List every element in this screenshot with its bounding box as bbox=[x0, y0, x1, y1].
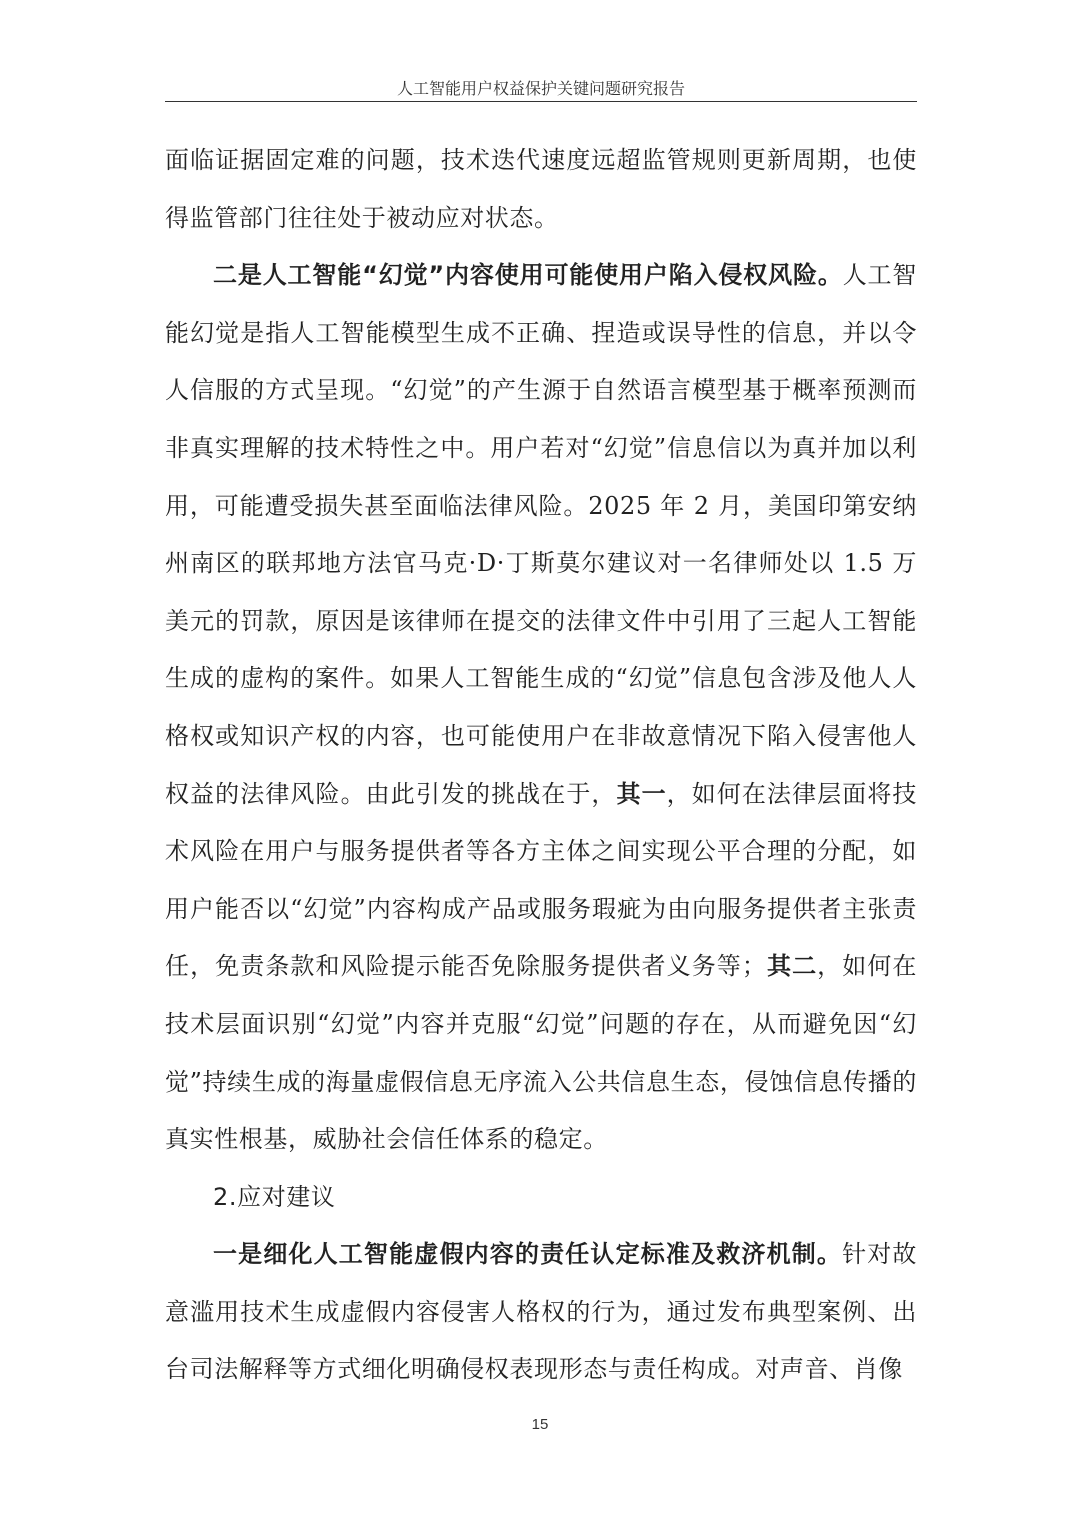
enumeration-term: 其一 bbox=[616, 779, 667, 808]
paragraph-text: 针对故意滥用技术生成虚假内容侵害人格权的行为，通过发布典型案例、出台司法解释等方式细化明确侵权表现形态与责任构成。对声音、肖像 bbox=[165, 1240, 917, 1384]
paragraph-text: ，如何在技术层面识别“幻觉”内容并克服“幻觉”问题的存在，从而避免因“幻觉”持续生成的海量虚假信息无序流入公共信息生态，侵蚀信息传播的真实性根基，威胁社会信任体系的稳定。 bbox=[165, 952, 918, 1154]
enumeration-term: 其二 bbox=[766, 952, 818, 981]
paragraph-hallucination-risk bbox=[165, 247, 917, 1169]
paragraph-lead-heading: 一是细化人工智能虚假内容的责任认定标准及救济机制。 bbox=[213, 1240, 843, 1269]
header-divider bbox=[165, 101, 917, 102]
paragraph-continuation: 面临证据固定难的问题，技术迭代速度远超监管规则更新周期，也使得监管部门往往处于被动应对状态。 bbox=[165, 146, 917, 232]
running-header: 人工智能用户权益保护关键问题研究报告 bbox=[396, 79, 685, 98]
page-content bbox=[165, 132, 917, 1399]
paragraph-text: ，如何在法律层面将技术风险在用户与服务提供者等各方主体之间实现公平合理的分配，如用户能否以“幻觉”内容构成产品或服务瑕疵为由向服务提供者主张责任，免责条款和风险提示能否免除服务提供者义务等； bbox=[165, 779, 917, 981]
paragraph-lead-heading: 二是人工智能“幻觉”内容使用可能使用户陷入侵权风险。 bbox=[213, 261, 843, 290]
section-heading: 2.应对建议 bbox=[213, 1182, 336, 1211]
paragraph-text: 人工智能幻觉是指人工智能模型生成不正确、捏造或误导性的信息，并以令人信服的方式呈现。“幻觉”的产生源于自然语言模型基于概率预测而非真实理解的技术特性之中。用户若对“幻觉”信息信以为真并加以利用，可能遭受损失甚至面临法律风险。2025 年 2 月，美国印第安纳州南区的联邦地方法官马克·D·丁斯莫尔建议对一名律师处以 1.5 万美元的罚款，原因是该律师在提交的法律文件中引用了三起人工智能生成的虚构的案件。如果人工智能生成的“幻觉”信息包含涉及他人人格权或知识产权的内容，也可能使用户在非故意情况下陷入侵害他人权益的法律风险。由此引发的挑战在于， bbox=[165, 261, 917, 808]
paragraph-recommendation bbox=[165, 1226, 917, 1399]
page-number: 15 bbox=[531, 1416, 549, 1433]
